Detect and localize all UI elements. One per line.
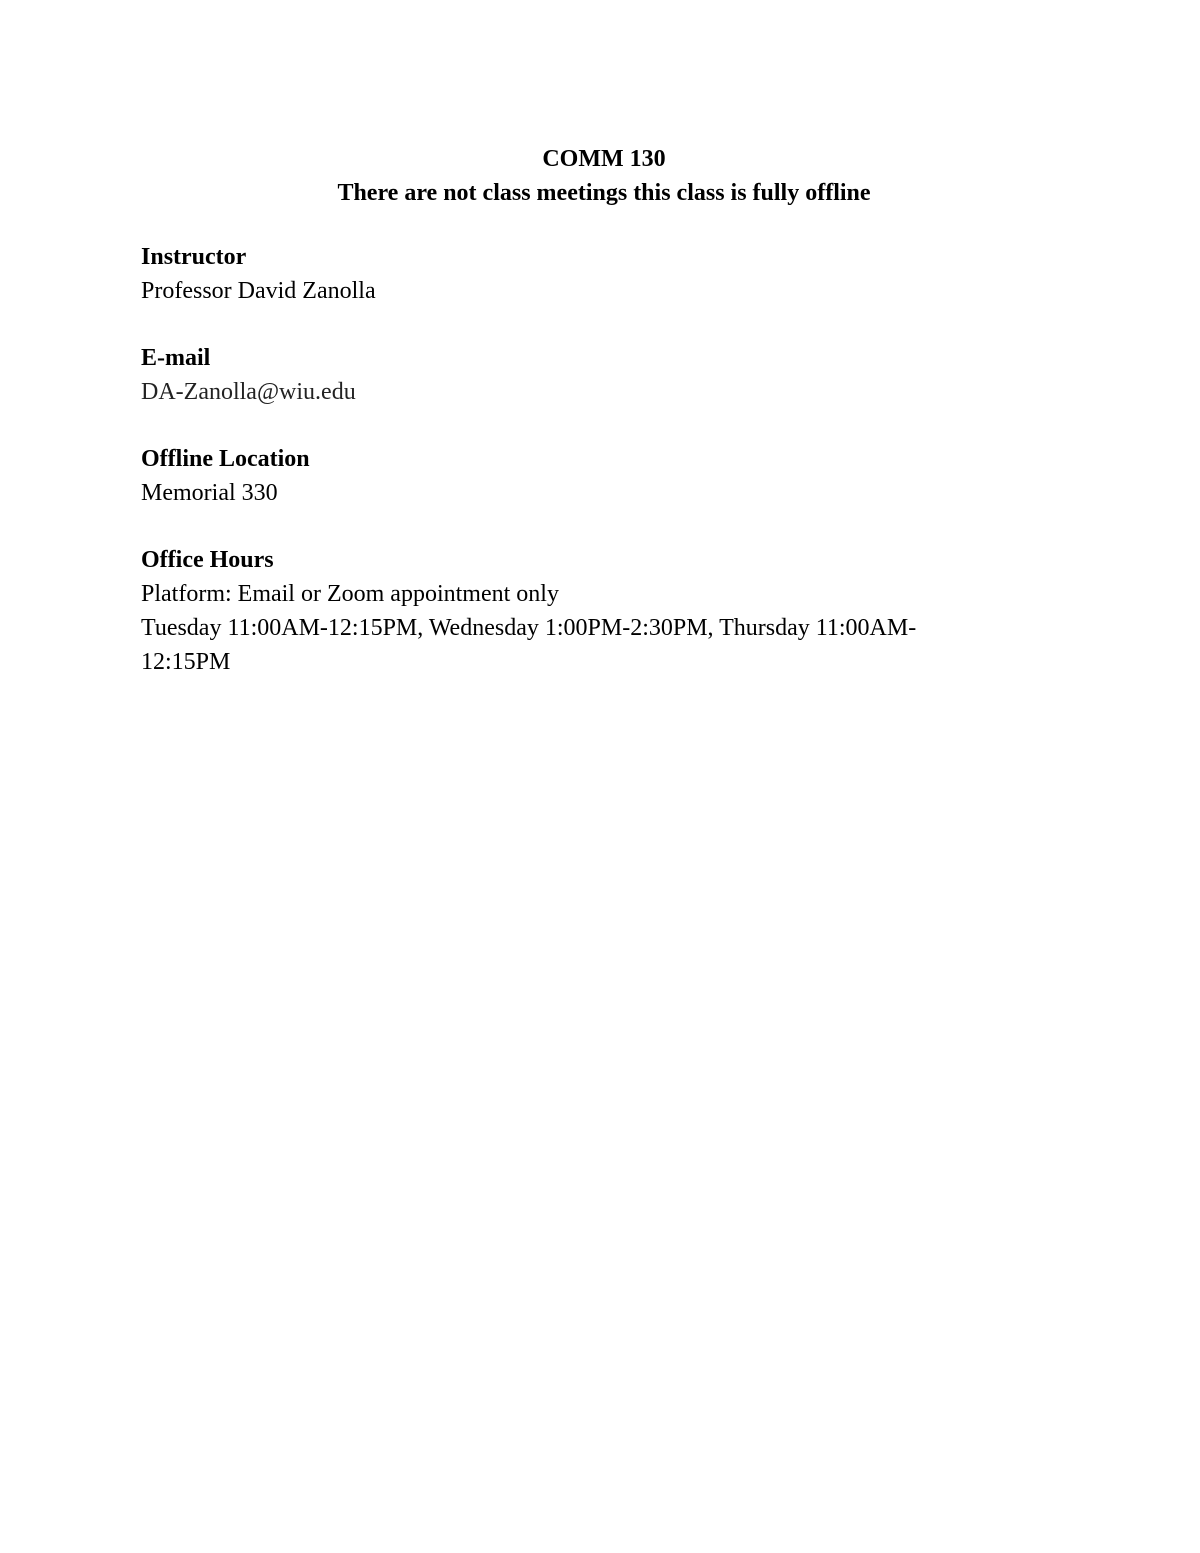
title-block bbox=[0, 142, 1200, 210]
course-title: COMM 130 bbox=[542, 146, 666, 172]
instructor-section bbox=[141, 240, 1041, 308]
office-hours-section bbox=[141, 543, 1041, 679]
syllabus-info bbox=[141, 240, 1041, 712]
instructor-name: Professor David Zanolla bbox=[141, 278, 376, 304]
instructor-heading: Instructor bbox=[141, 244, 247, 270]
email-section bbox=[141, 341, 1041, 409]
email-heading: E-mail bbox=[141, 345, 211, 371]
office-hours-schedule-line2: 12:15PM bbox=[141, 649, 231, 675]
location-heading: Offline Location bbox=[141, 446, 310, 472]
course-subtitle: There are not class meetings this class is fully offline bbox=[337, 180, 871, 206]
office-hours-platform: Platform: Email or Zoom appointment only bbox=[141, 581, 559, 607]
location-value: Memorial 330 bbox=[141, 480, 278, 506]
location-section bbox=[141, 442, 1041, 510]
office-hours-heading: Office Hours bbox=[141, 547, 274, 573]
office-hours-schedule-line1: Tuesday 11:00AM-12:15PM, Wednesday 1:00PM-2:30PM, Thursday 11:00AM- bbox=[141, 615, 917, 641]
email-address: DA-Zanolla@wiu.edu bbox=[141, 379, 356, 405]
